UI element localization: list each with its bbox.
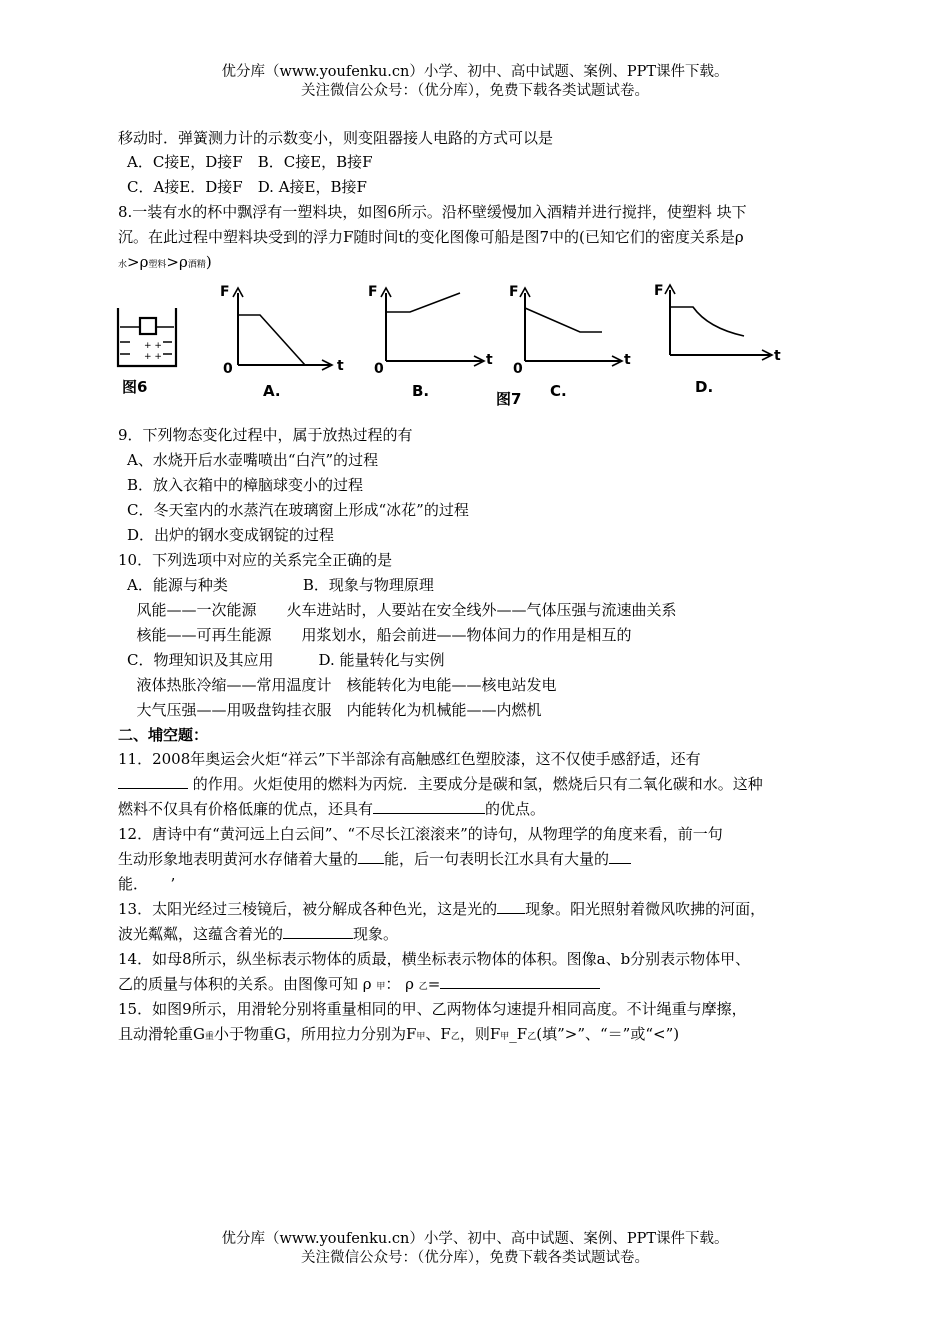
graph-a-t-label: t [337, 358, 344, 374]
q9-option-d: D．出炉的钢水变成钢锭的过程 [127, 526, 335, 544]
q14-blank[interactable] [440, 974, 600, 989]
q10-row2: 风能——一次能源 火车进站时，人要站在安全线外——气体压强与流速曲关系 [127, 601, 677, 619]
graph-d-t-label: t [774, 348, 781, 364]
q13-line1: 13．太阳光经过三棱镜后，被分解成各种色光，这是光的 现象。阳光照射着微风吹拂的河面， [118, 900, 766, 918]
q13-line2: 波光粼粼，这蕴含着光的 现象。 [118, 925, 399, 943]
q10-row4: C．物理知识及其应用 D. 能量转化与实例 [127, 651, 445, 669]
q11-line3: 燃料不仅具有价格低廉的优点，还具有 的优点。 [118, 800, 546, 818]
svg-text:+ +: + + [144, 341, 162, 351]
q7-stem: 移动时．弹簧测力计的示数变小，则变阻器接人电路的方式可以是 [118, 129, 554, 147]
q14-line1: 14．如母8所示，纵坐标表示物体的质最，横坐标表示物体的体积。图像a、b分别表示物体甲、 [118, 950, 751, 968]
svg-text:+ +: + + [144, 352, 162, 362]
q8-line2: 沉。在此过程中塑料块受到的浮力F随时间t的变化图像可船是图7中的(已知它们的密度关系是ρ [118, 228, 744, 246]
graph-b [368, 284, 493, 400]
q13-blank-1[interactable] [497, 899, 525, 914]
graph-a-label: A. [263, 382, 281, 400]
q8-line1: 8.一装有水的杯中飘浮有一塑料块，如图6所示。沿杯壁缓慢加入酒精并进行搅拌，使塑料 块下 [118, 203, 747, 221]
graph-b-label: B. [412, 382, 430, 400]
fig7-caption: 图7 [496, 390, 522, 408]
graph-d-label: D. [695, 378, 714, 396]
rho-alcohol-sub: 酒精 [187, 260, 206, 270]
rho-water-sub: 水 [118, 260, 128, 270]
graph-c-label: C. [550, 382, 567, 400]
q9-option-b: B．放入衣箱中的樟脑球变小的过程 [127, 476, 364, 494]
q11-blank-1[interactable] [118, 774, 188, 789]
q10-row3: 核能——可再生能源 用浆划水，船会前进——物体间力的作用是相互的 [127, 626, 632, 644]
fig6-caption: 图6 [122, 378, 148, 396]
fig6-beaker [118, 308, 176, 366]
page-header-line1: 优分库（www.youfenku.cn）小学、初中、高中试题、案例、PPT课件下载。 [221, 64, 729, 80]
graph-d-f-label: F [654, 283, 664, 299]
graph-c-t-label: t [624, 352, 631, 368]
graph-c-zero: 0 [513, 361, 523, 377]
q15-line2: 且动滑轮重G重小于物重G，所用拉力分别为F甲、F乙，则F甲_F乙(填”>”、“＝”或“<”) [118, 1025, 680, 1043]
graph-b-zero: 0 [374, 361, 384, 377]
q10-stem: 10．下列选项中对应的关系完全正确的是 [118, 551, 393, 569]
graph-c-f-label: F [509, 284, 519, 300]
q15-line1: 15．如图9所示，用滑轮分别将重量相同的甲、乙两物体匀速提升相同高度。不计绳重与摩擦， [118, 1000, 747, 1018]
figures-6-7 [110, 278, 790, 418]
graph-b-t-label: t [486, 352, 493, 368]
q10-row6: 大气压强——用吸盘钩挂衣服 内能转化为机械能——内燃机 [127, 701, 542, 719]
graph-a-zero: 0 [223, 361, 233, 377]
page-header-line2: 关注微信公众号：（优分库），免费下载各类试题试卷。 [301, 83, 649, 99]
q10-row5: 液体热胀冷缩——常用温度计 核能转化为电能——核电站发电 [127, 676, 557, 694]
graph-a-f-label: F [220, 284, 230, 300]
q12-blank-1[interactable] [358, 849, 384, 864]
q11-line2: 的作用。火炬使用的燃料为丙烷．主要成分是碳和氢，燃烧后只有二氧化碳和水。这种 [118, 774, 763, 794]
q12-line3: 能． ’ [118, 875, 176, 893]
q8-line3: 水>ρ塑料>ρ酒精) [118, 253, 212, 271]
graph-c [496, 284, 631, 408]
rho-plastic-sub: 塑料 [148, 260, 167, 270]
q13-blank-2[interactable] [283, 924, 353, 939]
q7-options-ab: A．C接E，D接F B．C接E，B接F [127, 153, 373, 171]
graph-b-f-label: F [368, 284, 378, 300]
section-2-title: 二、埔空题： [118, 726, 209, 744]
q9-option-a: A、水烧开后水壶嘴喷出“白汽”的过程 [127, 451, 379, 469]
q9-stem: 9．下列物态变化过程中，属于放热过程的有 [118, 426, 413, 444]
q9-option-c: C．冬天室内的水蒸汽在玻璃窗上形成“冰花”的过程 [127, 501, 469, 519]
graph-d [654, 283, 781, 396]
q12-line2: 生动形象地表明黄河水存储着大量的 能，后一句表明长江水具有大量的 [118, 849, 631, 869]
page-footer-line1: 优分库（www.youfenku.cn）小学、初中、高中试题、案例、PPT课件下载。 [221, 1231, 729, 1247]
graph-a [220, 284, 344, 400]
q11-blank-2[interactable] [373, 799, 485, 814]
q12-blank-2[interactable] [609, 849, 631, 864]
q12-line1: 12．唐诗中有“黄河远上白云间”、“不尽长江滚滚来”的诗句，从物理学的角度来看，前一句 [118, 825, 723, 843]
q7-options-cd: C．A接E．D接F D. A接E，B接F [127, 178, 367, 196]
q14-line2: 乙的质量与体积的关系。由图像可知 ρ 甲： ρ 乙= [118, 974, 600, 997]
q10-row1: A．能源与种类 B．现象与物理原理 [127, 576, 434, 594]
page-footer-line2: 关注微信公众号：（优分库），免费下载各类试题试卷。 [301, 1250, 649, 1266]
q11-line1: 11．2008年奥运会火炬“祥云”下半部涂有高触感红色塑胶漆，这不仅使手感舒适，还有 [118, 750, 701, 768]
